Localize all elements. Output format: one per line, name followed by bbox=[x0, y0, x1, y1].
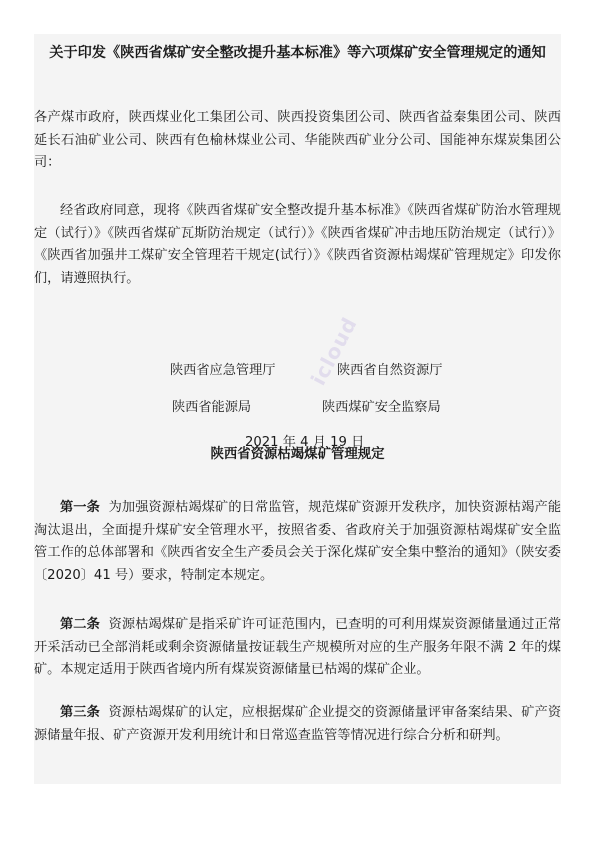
issue-date: 2021 年 4 月 19 日 bbox=[245, 435, 365, 450]
article-1-label: 第一条 bbox=[60, 500, 100, 515]
document-title: 关于印发《陕西省煤矿安全整改提升基本标准》等六项煤矿安全管理规定的通知 bbox=[49, 45, 546, 61]
signatory-emergency-management: 陕西省应急管理厅 bbox=[170, 363, 276, 378]
article-1-text: 为加强资源枯竭煤矿的日常监管，规范煤矿资源开发秩序，加快资源枯竭产能淘汰退出，全面提升煤矿安全管理水平，按照省委、省政府关于加强资源枯竭煤矿安全监管工作的总体部署和《陕西省安全生产委员会关于深化煤矿安全集中整治的通知》（陕安委〔2020〕41 号）要求，特制定本规定。 bbox=[34, 500, 562, 583]
article-2-text: 资源枯竭煤矿是指采矿许可证范围内，已查明的可利用煤炭资源储量通过正常开采活动已全部消耗或剩余资源储量按证载生产规模所对应的生产服务年限不满 2 年的煤矿。本规定适用于陕西省境内所有煤炭资源储量已枯竭的煤矿企业。 bbox=[34, 617, 562, 677]
regulation-title: 陕西省资源枯竭煤矿管理规定 bbox=[210, 447, 385, 462]
article-2-label: 第二条 bbox=[60, 617, 100, 632]
article-3-label: 第三条 bbox=[60, 705, 100, 720]
article-2 bbox=[34, 614, 561, 682]
watermark-logo: icloud bbox=[306, 312, 362, 390]
signatory-coal-safety-bureau: 陕西煤矿安全监察局 bbox=[322, 400, 441, 415]
signatory-energy-bureau: 陕西省能源局 bbox=[172, 400, 252, 415]
body-paragraph: 经省政府同意，现将《陕西省煤矿安全整改提升基本标准》《陕西省煤矿防治水管理规定（试行）》《陕西省煤矿瓦斯防治规定（试行）》《陕西省煤矿冲击地压防治规定（试行）》《陕西省加强井工煤矿安全管理若干规定(试行）》《陕西省资源枯竭煤矿管理规定》印发你们，请遵照执行。 bbox=[34, 203, 561, 286]
article-1 bbox=[34, 497, 561, 587]
article-3-text: 资源枯竭煤矿的认定，应根据煤矿企业提交的资源储量评审备案结果、矿产资源储量年报、矿产资源开发利用统计和日常巡查监管等情况进行综合分析和研判。 bbox=[34, 705, 562, 743]
signatory-natural-resources: 陕西省自然资源厅 bbox=[337, 363, 443, 378]
recipients-paragraph: 各产煤市政府，陕西煤业化工集团公司、陕西投资集团公司、陕西省益秦集团公司、陕西延长石油矿业公司、陕西有色榆林煤业公司、华能陕西矿业分公司、国能神东煤炭集团公司： bbox=[34, 110, 561, 170]
article-3 bbox=[34, 702, 561, 747]
